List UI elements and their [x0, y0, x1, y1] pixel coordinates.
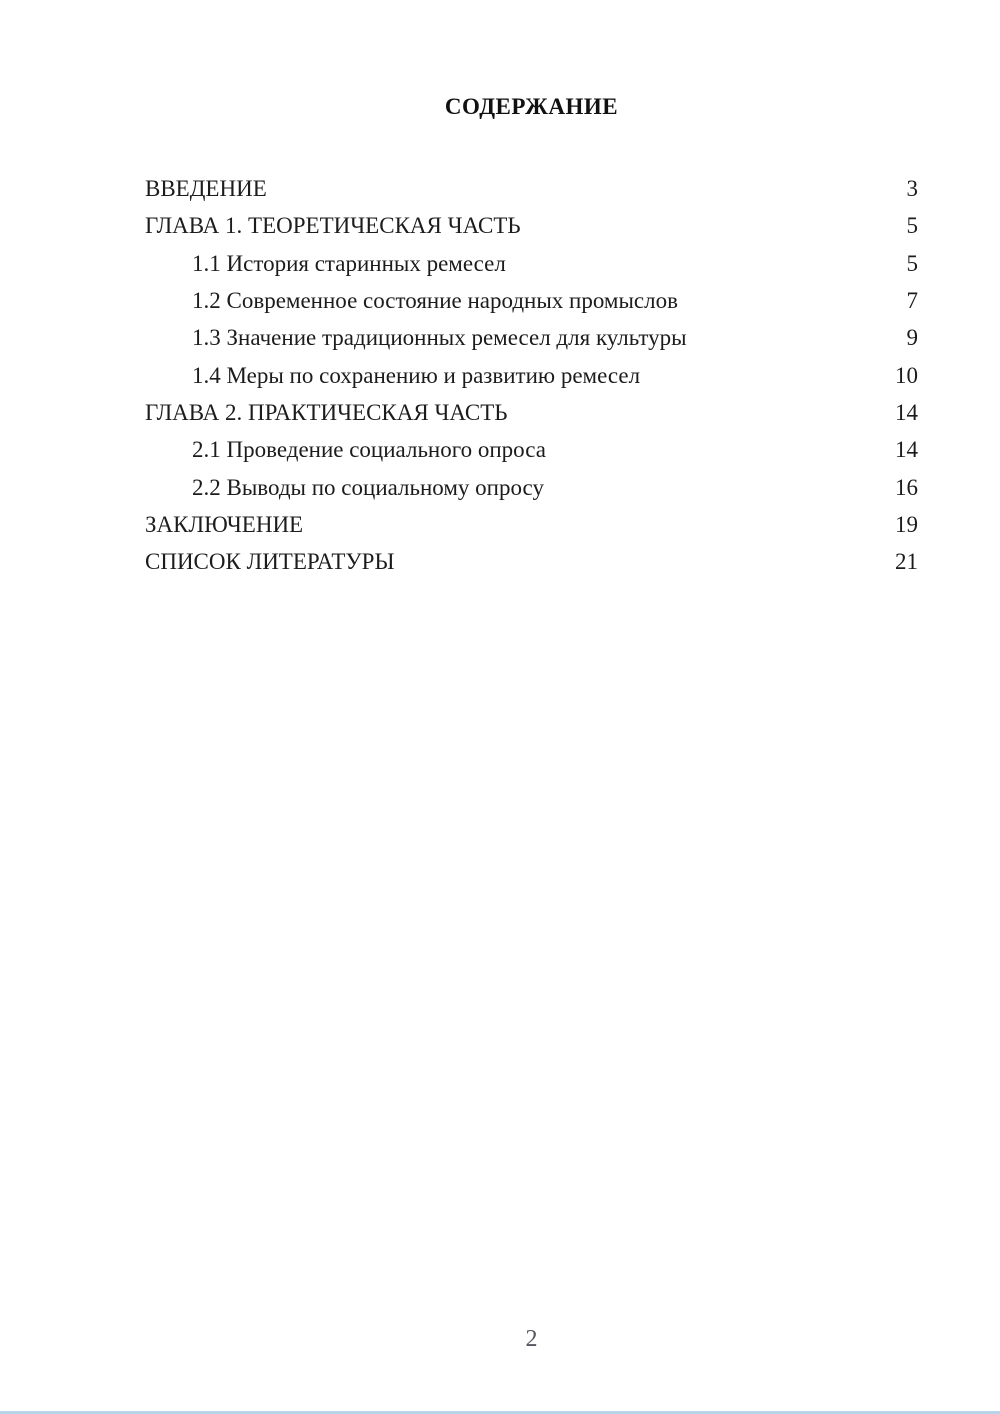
toc-entry-page: 7 [906, 288, 918, 314]
toc-entry-page: 3 [906, 176, 918, 201]
toc-entry [145, 543, 918, 580]
toc-entry-label: ГЛАВА 2. ПРАКТИЧЕСКАЯ ЧАСТЬ [145, 400, 508, 426]
toc-entry [145, 207, 918, 244]
toc-entry-label: 1.3 Значение традиционных ремесел для культуры [192, 325, 687, 351]
toc-entry-page: 10 [895, 362, 918, 388]
toc-entry-page: 19 [895, 512, 918, 538]
toc-entry-label: ЗАКЛЮЧЕНИЕ [145, 512, 304, 538]
toc-entry-page: 5 [906, 250, 918, 276]
toc-entry [145, 506, 918, 543]
page-title: СОДЕРЖАНИЕ [444, 94, 619, 119]
toc-entry-page: 9 [906, 325, 918, 351]
toc-entry-label: ГЛАВА 1. ТЕОРЕТИЧЕСКАЯ ЧАСТЬ [145, 213, 521, 239]
page-number: 2 [525, 1326, 538, 1352]
toc-entry-page: 5 [906, 213, 918, 239]
toc-list [145, 170, 918, 581]
toc-entry-label: СПИСОК ЛИТЕРАТУРЫ [145, 549, 395, 575]
toc-entry [145, 394, 918, 431]
content-area [145, 0, 918, 581]
toc-entry-page: 16 [895, 474, 918, 500]
toc-entry [145, 469, 918, 506]
toc-entry [145, 170, 918, 207]
toc-entry-label: 1.1 История старинных ремесел [192, 250, 506, 276]
toc-entry [145, 245, 918, 282]
toc-entry-label: 2.1 Проведение социального опроса [192, 437, 546, 463]
toc-entry-label: 1.4 Меры по сохранению и развитию ремесел [192, 362, 641, 388]
toc-entry-label: 1.2 Современное состояние народных промыслов [192, 288, 678, 314]
toc-entry [145, 282, 918, 319]
toc-entry-page: 21 [895, 549, 918, 575]
toc-entry-page: 14 [895, 400, 918, 426]
toc-entry-label: 2.2 Выводы по социальному опросу [192, 474, 544, 500]
toc-entry [145, 319, 918, 356]
toc-entry [145, 431, 918, 468]
toc-entry-label: ВВЕДЕНИЕ [145, 176, 267, 201]
toc-entry-page: 14 [895, 437, 918, 463]
toc-entry [145, 357, 918, 394]
